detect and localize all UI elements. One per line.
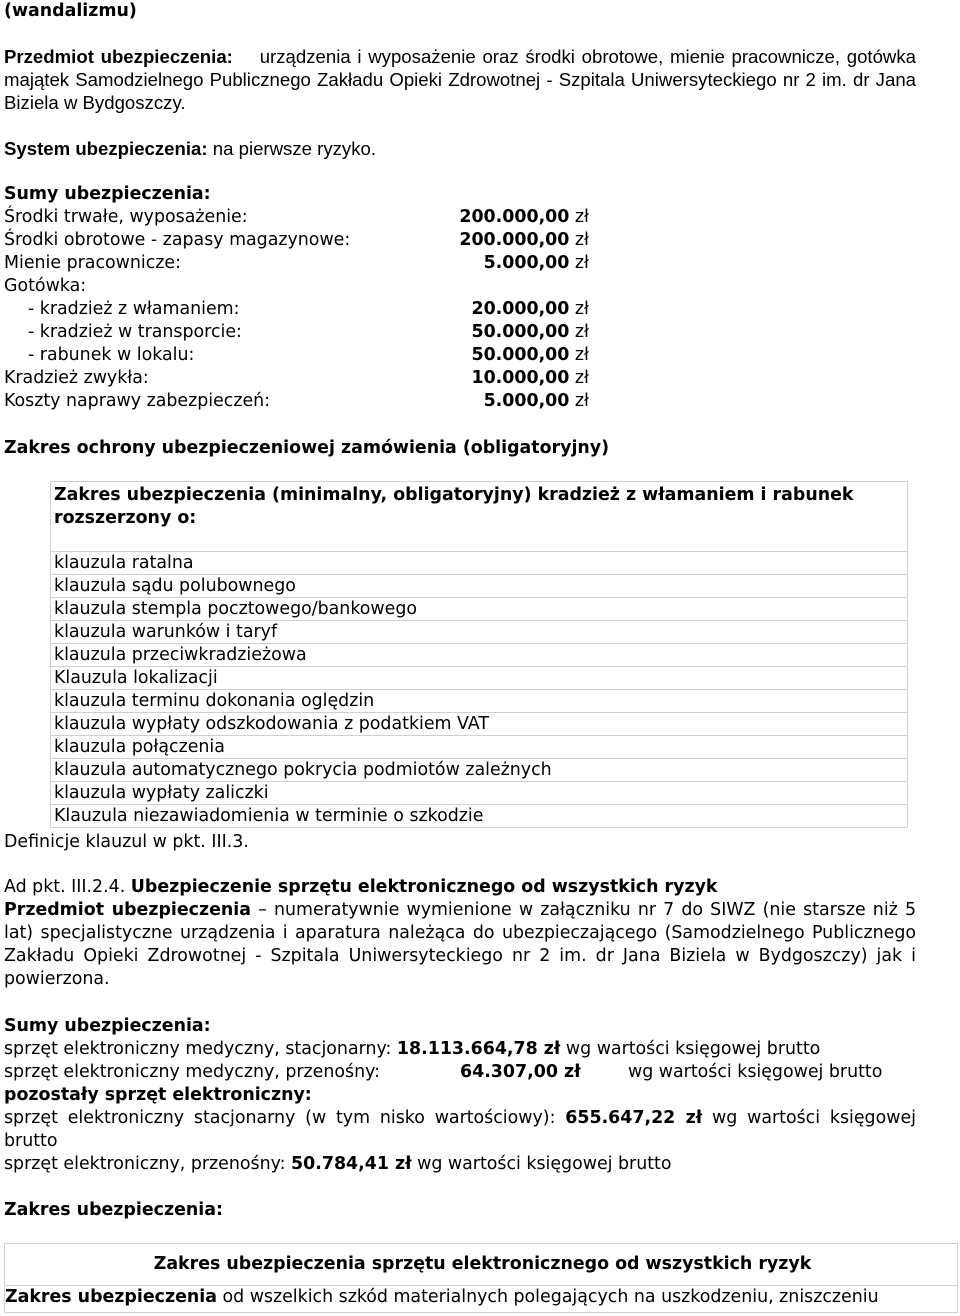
- clause-item: Klauzula niezawiadomienia w terminie o szkodzie: [51, 805, 908, 828]
- insurance-subject-paragraph: [4, 45, 916, 114]
- sum-row-label: - kradzież w transporcie:: [28, 322, 242, 342]
- clause-item: klauzula wypłaty zaliczki: [51, 782, 908, 805]
- clause-row: [51, 736, 908, 759]
- section-number: Ad pkt. III.2.4.: [4, 877, 126, 897]
- equipment-scope-row-label: Zakres ubezpieczenia: [5, 1287, 217, 1307]
- sum-row: [4, 367, 589, 390]
- insurance-subject-label: Przedmiot ubezpieczenia:: [4, 46, 233, 67]
- sum-row: [4, 344, 589, 367]
- clause-row: [51, 805, 908, 828]
- clause-item: klauzula wypłaty odszkodowania z podatkiem VAT: [51, 713, 908, 736]
- sum-row-unit: zł: [574, 322, 589, 342]
- clause-definitions-note: Definicje klauzul w pkt. III.3.: [4, 832, 249, 852]
- equipment-sum-3-label: sprzęt elektroniczny stacjonarny (w tym nisko wartościowy):: [4, 1108, 556, 1128]
- clause-item: klauzula warunków i taryf: [51, 621, 908, 644]
- sum-row-amount: 5.000,00: [483, 253, 570, 273]
- insurance-system-line: [4, 137, 376, 160]
- sum-row: [4, 321, 589, 344]
- clauses-table-body: [51, 552, 908, 828]
- sum-row-unit: zł: [574, 345, 589, 365]
- sum-row-label: - kradzież z włamaniem:: [28, 299, 240, 319]
- sum-row-amount: 200.000,00: [459, 207, 570, 227]
- sum-row-amount: 20.000,00: [471, 299, 570, 319]
- clause-item: klauzula stempla pocztowego/bankowego: [51, 598, 908, 621]
- sum-row-label: Środki trwałe, wyposażenie:: [4, 207, 248, 227]
- sums-heading: Sumy ubezpieczenia:: [4, 184, 211, 204]
- equipment-scope-row: [5, 1286, 958, 1313]
- sum-row-amount: 200.000,00: [459, 230, 570, 250]
- sum-row-amount: 50.000,00: [471, 322, 570, 342]
- insurance-system-text: na pierwsze ryzyko.: [212, 138, 377, 159]
- sum-row: [4, 252, 589, 275]
- equipment-sum-1-suffix: wg wartości księgowej brutto: [565, 1039, 821, 1059]
- sum-row-amount-group: [459, 229, 589, 252]
- equipment-scope-table: [4, 1243, 958, 1313]
- sum-row-amount-group: [484, 252, 589, 275]
- equipment-subject-text: – numeratywnie wymienione w załączniku nr 7 do SIWZ (nie starsze niż 5 lat) specjalistyczne urządzenia i aparatura należąca do ubezpieczającego (Samodzielnego Publicznego Zakładu Opieki Zdrowotnej - Szpitala Uniwersyteckiego nr 2 im. dr Jana Biziela w Bydgoszczy) jak i powierzona.: [4, 900, 917, 989]
- equipment-sum-line-4: [4, 1153, 672, 1176]
- clause-item: klauzula ratalna: [51, 552, 908, 575]
- sum-row-amount-group: [459, 206, 589, 229]
- sum-row: [4, 206, 589, 229]
- clause-item: klauzula przeciwkradzieżowa: [51, 644, 908, 667]
- equipment-sum-1-label: sprzęt elektroniczny medyczny, stacjonarny:: [4, 1039, 392, 1059]
- equipment-subject-paragraph: [4, 899, 916, 991]
- protection-scope-heading: Zakres ochrony ubezpieczeniowej zamówienia (obligatoryjny): [4, 438, 610, 458]
- sum-row-amount-group: [471, 298, 589, 321]
- sum-row: [4, 229, 589, 252]
- sum-row: [4, 390, 589, 413]
- section-heading-line: [4, 876, 717, 899]
- sum-row-amount-group: [471, 367, 589, 390]
- clauses-table: [50, 481, 908, 828]
- vandalism-note: (wandalizmu): [4, 1, 137, 21]
- clause-row: [51, 575, 908, 598]
- equipment-sum-line-2: [4, 1061, 883, 1084]
- equipment-sum-3-suffix: wg wartości księgowej brutto: [4, 1108, 916, 1151]
- sum-row-unit: zł: [574, 368, 589, 388]
- equipment-sum-4-label: sprzęt elektroniczny, przenośny:: [4, 1154, 286, 1174]
- equipment-sum-4-suffix: wg wartości księgowej brutto: [417, 1154, 672, 1174]
- equipment-sum-3-amount: 655.647,22 zł: [565, 1108, 703, 1128]
- equipment-scope-row-text: od wszelkich szkód materialnych polegających na uszkodzeniu, zniszczeniu: [222, 1287, 879, 1307]
- clause-item: klauzula połączenia: [51, 736, 908, 759]
- equipment-sum-2-label: sprzęt elektroniczny medyczny, przenośny:: [4, 1062, 381, 1082]
- section-title: Ubezpieczenie sprzętu elektronicznego od wszystkich ryzyk: [130, 877, 718, 897]
- other-equipment-heading: pozostały sprzęt elektroniczny:: [4, 1085, 312, 1105]
- clause-row: [51, 621, 908, 644]
- insurance-system-label: System ubezpieczenia:: [4, 138, 208, 159]
- sum-row-unit: zł: [574, 391, 589, 411]
- clause-row: [51, 690, 908, 713]
- sum-row-label: Kradzież zwykła:: [4, 368, 149, 388]
- clause-item: klauzula automatycznego pokrycia podmiotów zależnych: [51, 759, 908, 782]
- clauses-table-header: Zakres ubezpieczenia (minimalny, obligatoryjny) kradzież z włamaniem i rabunek rozszerzony o:: [51, 482, 908, 552]
- scope-heading: Zakres ubezpieczenia:: [4, 1200, 223, 1220]
- sum-row-label: Mienie pracownicze:: [4, 253, 181, 273]
- clause-item: Klauzula lokalizacji: [51, 667, 908, 690]
- sum-row: [4, 275, 86, 298]
- clause-row: [51, 552, 908, 575]
- sum-row-amount: 10.000,00: [471, 368, 570, 388]
- sum-row-amount-group: [471, 321, 589, 344]
- equipment-sum-line-1: [4, 1038, 820, 1061]
- insurance-subject-text: urządzenia i wyposażenie oraz środki obrotowe, mienie pracownicze, gotówka majątek Samodzielnego Publicznego Zakładu Opieki Zdrowotnej - Szpitala Uniwersyteckiego nr 2 im. dr Jana Biziela w Bydgoszczy.: [4, 46, 916, 113]
- sum-row: [4, 298, 589, 321]
- sum-row-unit: zł: [574, 230, 589, 250]
- sum-row-unit: zł: [574, 253, 589, 273]
- sum-row-unit: zł: [574, 207, 589, 227]
- sum-row-label: - rabunek w lokalu:: [28, 345, 195, 365]
- equipment-sum-2-suffix: wg wartości księgowej brutto: [628, 1062, 883, 1082]
- clause-row: [51, 667, 908, 690]
- equipment-scope-table-header: Zakres ubezpieczenia sprzętu elektronicznego od wszystkich ryzyk: [5, 1244, 958, 1286]
- clause-item: klauzula sądu polubownego: [51, 575, 908, 598]
- clause-row: [51, 713, 908, 736]
- equipment-sum-line-3: [4, 1107, 916, 1153]
- equipment-sums-heading: Sumy ubezpieczenia:: [4, 1016, 211, 1036]
- sum-row-amount: 5.000,00: [483, 391, 570, 411]
- sum-row-label: Środki obrotowe - zapasy magazynowe:: [4, 230, 351, 250]
- sum-row-label: Koszty naprawy zabezpieczeń:: [4, 391, 271, 411]
- equipment-subject-label: Przedmiot ubezpieczenia: [4, 900, 251, 920]
- clause-item: klauzula terminu dokonania oględzin: [51, 690, 908, 713]
- clause-row: [51, 759, 908, 782]
- sum-row-amount-group: [484, 390, 589, 413]
- sum-row-unit: zł: [574, 299, 589, 319]
- equipment-sum-1-amount: 18.113.664,78 zł: [396, 1039, 561, 1059]
- clause-row: [51, 644, 908, 667]
- equipment-sum-4-amount: 50.784,41 zł: [291, 1154, 412, 1174]
- sum-row-label: Gotówka:: [4, 276, 87, 296]
- clause-row: [51, 782, 908, 805]
- sum-row-amount: 50.000,00: [471, 345, 570, 365]
- clause-row: [51, 598, 908, 621]
- sum-row-amount-group: [471, 344, 589, 367]
- equipment-sum-2-amount: 64.307,00 zł: [460, 1062, 581, 1082]
